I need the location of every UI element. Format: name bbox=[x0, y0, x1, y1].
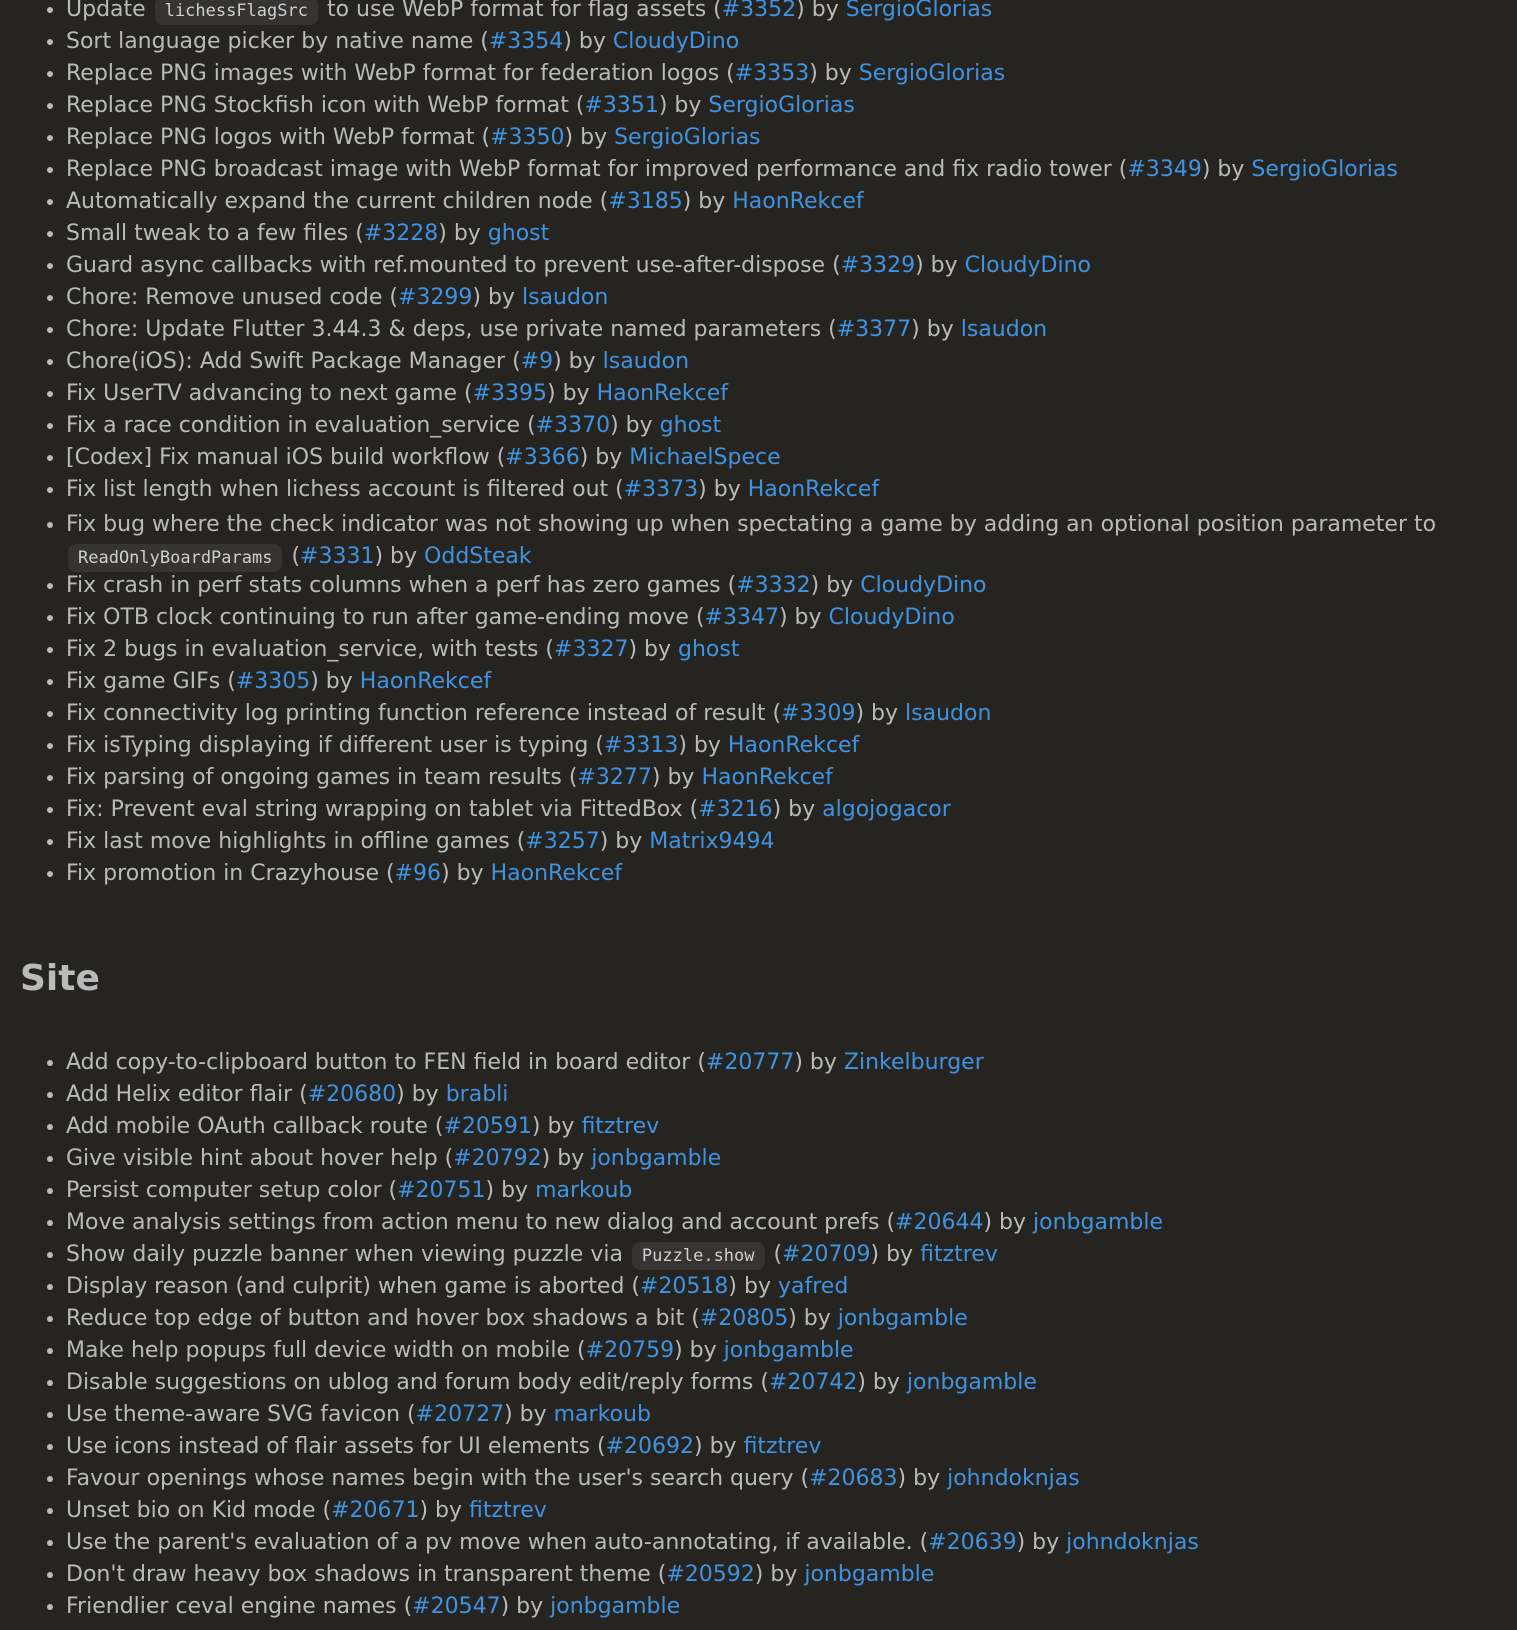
item-text bbox=[66, 1530, 1199, 1555]
item-text bbox=[66, 221, 549, 246]
item-description: Fix isTyping displaying if different user is typing ( bbox=[66, 733, 604, 758]
pull-request-link[interactable]: #3228 bbox=[363, 221, 439, 246]
item-description: Don't draw heavy box shadows in transparent theme ( bbox=[66, 1562, 667, 1587]
pull-request-link[interactable]: #20709 bbox=[782, 1242, 871, 1267]
by-separator: ) by bbox=[796, 0, 846, 22]
list-item bbox=[66, 1242, 1517, 1274]
by-separator: ) by bbox=[870, 1242, 921, 1267]
by-separator: ) by bbox=[579, 445, 630, 470]
item-description: Make help popups full device width on mobile ( bbox=[66, 1338, 586, 1363]
item-text bbox=[66, 765, 833, 790]
item-text bbox=[66, 125, 761, 150]
author-link[interactable]: SergioGlorias bbox=[1251, 157, 1398, 182]
by-separator: ) by bbox=[564, 125, 615, 150]
item-text bbox=[66, 445, 781, 470]
by-separator: ) by bbox=[911, 317, 961, 342]
list-item bbox=[66, 861, 1517, 893]
author-link[interactable]: fitztrev bbox=[581, 1114, 660, 1139]
item-text bbox=[66, 61, 1005, 86]
author-link[interactable]: SergioGlorias bbox=[858, 61, 1006, 86]
author-link[interactable]: jonbgamble bbox=[1033, 1210, 1163, 1235]
list-item bbox=[66, 1082, 1517, 1114]
author-link[interactable]: lsaudon bbox=[960, 317, 1048, 342]
author-link[interactable]: OddSteak bbox=[424, 544, 532, 569]
author-link[interactable]: fitztrev bbox=[743, 1434, 822, 1459]
item-description: Reduce top edge of button and hover box shadows a bit ( bbox=[66, 1306, 700, 1331]
pull-request-link[interactable]: #3351 bbox=[584, 93, 659, 118]
item-text bbox=[66, 285, 608, 310]
item-text bbox=[66, 317, 1047, 342]
item-text bbox=[66, 1498, 547, 1523]
pull-request-link[interactable]: #20805 bbox=[699, 1306, 789, 1331]
list-item bbox=[66, 317, 1517, 349]
list-item bbox=[66, 413, 1517, 445]
author-link[interactable]: CloudyDino bbox=[612, 29, 740, 54]
item-text bbox=[66, 829, 775, 854]
item-description: Update bbox=[66, 0, 153, 22]
item-text bbox=[66, 1466, 1080, 1491]
list-item bbox=[66, 1114, 1517, 1146]
pull-request-link[interactable]: #3185 bbox=[608, 189, 683, 214]
list-item bbox=[66, 605, 1517, 637]
item-description: Disable suggestions on ublog and forum body edit/reply forms ( bbox=[66, 1370, 769, 1395]
list-item bbox=[66, 29, 1517, 61]
list-item bbox=[66, 285, 1517, 317]
item-description: Add copy-to-clipboard button to FEN field in board editor ( bbox=[66, 1050, 706, 1075]
inline-code: Puzzle.show bbox=[632, 1242, 765, 1270]
item-description: Replace PNG broadcast image with WebP format for improved performance and fix radio tower ( bbox=[66, 157, 1128, 182]
item-text bbox=[66, 189, 864, 214]
by-separator: ) by bbox=[441, 861, 491, 886]
pull-request-link[interactable]: #3353 bbox=[734, 61, 810, 86]
list-item bbox=[66, 221, 1517, 253]
pull-request-link[interactable]: #3354 bbox=[488, 29, 564, 54]
by-separator: ) by bbox=[531, 1114, 582, 1139]
pull-request-link[interactable]: #3366 bbox=[505, 445, 580, 470]
item-text bbox=[66, 1306, 968, 1331]
item-text bbox=[66, 1146, 721, 1171]
item-description: Fix bug where the check indicator was not showing up when spectating a game by adding an optional position parameter to bbox=[66, 512, 1437, 537]
pull-request-link[interactable]: #3377 bbox=[836, 317, 912, 342]
pull-request-link[interactable]: #20639 bbox=[928, 1530, 1017, 1555]
list-item bbox=[66, 1146, 1517, 1178]
author-link[interactable]: MichaelSpece bbox=[629, 445, 781, 470]
by-separator: ) by bbox=[855, 701, 906, 726]
item-text bbox=[66, 253, 1091, 278]
pull-request-link[interactable]: #3277 bbox=[577, 765, 652, 790]
list-item bbox=[66, 1594, 1517, 1626]
item-description: Chore: Remove unused code ( bbox=[66, 285, 398, 310]
item-text bbox=[66, 733, 859, 758]
author-link[interactable]: jonbgamble bbox=[837, 1306, 968, 1331]
item-text bbox=[66, 605, 955, 630]
item-description: to use WebP format for flag assets ( bbox=[319, 0, 722, 22]
by-separator: ) by bbox=[419, 1498, 470, 1523]
by-separator: ) by bbox=[983, 1210, 1034, 1235]
item-description: Show daily puzzle banner when viewing puzzle via bbox=[66, 1242, 630, 1267]
author-link[interactable]: Zinkelburger bbox=[843, 1050, 984, 1075]
item-description: ( bbox=[284, 544, 301, 569]
pull-request-link[interactable]: #20683 bbox=[809, 1466, 898, 1491]
item-description: Fix crash in perf stats columns when a perf has zero games ( bbox=[66, 573, 737, 598]
author-link[interactable]: lsaudon bbox=[521, 285, 609, 310]
item-text bbox=[66, 381, 728, 406]
list-item bbox=[66, 349, 1517, 381]
item-text bbox=[66, 573, 987, 598]
author-link[interactable]: jonbgamble bbox=[804, 1562, 935, 1587]
pull-request-link[interactable]: #3332 bbox=[736, 573, 811, 598]
item-description: Use the parent's evaluation of a pv move when auto-annotating, if available. ( bbox=[66, 1530, 929, 1555]
item-text bbox=[66, 1050, 984, 1075]
pull-request-link[interactable]: #3299 bbox=[397, 285, 473, 310]
item-description: Fix parsing of ongoing games in team results ( bbox=[66, 765, 578, 790]
by-separator: ) by bbox=[754, 1562, 805, 1587]
author-link[interactable]: johndoknjas bbox=[947, 1466, 1080, 1491]
item-description: Unset bio on Kid mode ( bbox=[66, 1498, 332, 1523]
pull-request-link[interactable]: #20644 bbox=[895, 1210, 984, 1235]
by-separator: ) by bbox=[772, 797, 823, 822]
author-link[interactable]: HaonRekcef bbox=[490, 861, 623, 886]
pull-request-link[interactable]: #20742 bbox=[768, 1370, 858, 1395]
item-description: Fix UserTV advancing to next game ( bbox=[66, 381, 473, 406]
list-item bbox=[66, 1210, 1517, 1242]
by-separator: ) by bbox=[728, 1274, 778, 1299]
author-link[interactable]: fitztrev bbox=[469, 1498, 547, 1523]
item-description: Fix a race condition in evaluation_service ( bbox=[66, 413, 536, 438]
item-description: Use icons instead of flair assets for UI elements ( bbox=[66, 1434, 606, 1459]
author-link[interactable]: johndoknjas bbox=[1066, 1530, 1199, 1555]
by-separator: ) by bbox=[794, 1050, 844, 1075]
item-text bbox=[66, 637, 739, 662]
pull-request-link[interactable]: #3305 bbox=[235, 669, 311, 694]
list-item bbox=[66, 1466, 1517, 1498]
item-description: Use theme-aware SVG favicon ( bbox=[66, 1402, 416, 1427]
list-item bbox=[66, 797, 1517, 829]
author-link[interactable]: HaonRekcef bbox=[596, 381, 728, 406]
by-separator: ) by bbox=[698, 477, 748, 502]
list-item bbox=[66, 1274, 1517, 1306]
pull-request-link[interactable]: #20777 bbox=[705, 1050, 795, 1075]
author-link[interactable]: CloudyDino bbox=[860, 573, 987, 598]
item-text bbox=[66, 1082, 508, 1107]
item-description: Move analysis settings from action menu to new dialog and account prefs ( bbox=[66, 1210, 896, 1235]
list-item bbox=[66, 1338, 1517, 1370]
item-text bbox=[66, 1178, 632, 1203]
pull-request-link[interactable]: #20547 bbox=[412, 1594, 501, 1619]
item-text bbox=[66, 1210, 1163, 1235]
by-separator: ) by bbox=[610, 413, 660, 438]
pull-request-link[interactable]: #20592 bbox=[666, 1562, 755, 1587]
item-description: Replace PNG logos with WebP format ( bbox=[66, 125, 491, 150]
pull-request-link[interactable]: #3370 bbox=[535, 413, 611, 438]
author-link[interactable]: HaonRekcef bbox=[701, 765, 833, 790]
by-separator: ) by bbox=[485, 1178, 536, 1203]
item-description: Chore: Update Flutter 3.44.3 & deps, use private named parameters ( bbox=[66, 317, 837, 342]
list-item bbox=[66, 829, 1517, 861]
by-separator: ) by bbox=[1201, 157, 1252, 182]
item-text bbox=[66, 1242, 998, 1267]
pull-request-link[interactable]: #20751 bbox=[397, 1178, 486, 1203]
by-separator: ) by bbox=[628, 637, 678, 662]
author-link[interactable]: jonbgamble bbox=[906, 1370, 1037, 1395]
author-link[interactable]: brabli bbox=[445, 1082, 509, 1107]
by-separator: ) by bbox=[310, 669, 360, 694]
inline-code: ReadOnlyBoardParams bbox=[68, 544, 282, 572]
by-separator: ) by bbox=[897, 1466, 948, 1491]
pull-request-link[interactable]: #3309 bbox=[781, 701, 856, 726]
list-item bbox=[66, 1530, 1517, 1562]
item-description: Add Helix editor flair ( bbox=[66, 1082, 308, 1107]
pull-request-link[interactable]: #20727 bbox=[415, 1402, 505, 1427]
mobile-changes-list bbox=[20, 0, 1517, 893]
item-description: Fix last move highlights in offline games ( bbox=[66, 829, 526, 854]
list-item bbox=[66, 189, 1517, 221]
list-item bbox=[66, 93, 1517, 125]
by-separator: ) by bbox=[915, 253, 965, 278]
item-description: Fix list length when lichess account is filtered out ( bbox=[66, 477, 624, 502]
by-separator: ) by bbox=[810, 573, 861, 598]
author-link[interactable]: HaonRekcef bbox=[727, 733, 860, 758]
list-item bbox=[66, 1370, 1517, 1402]
item-description: Give visible hint about hover help ( bbox=[66, 1146, 454, 1171]
author-link[interactable]: HaonRekcef bbox=[747, 477, 880, 502]
pull-request-link[interactable]: #3395 bbox=[472, 381, 548, 406]
list-item bbox=[66, 477, 1517, 509]
item-description: Fix connectivity log printing function reference instead of result ( bbox=[66, 701, 782, 726]
list-item bbox=[66, 445, 1517, 477]
pull-request-link[interactable]: #20759 bbox=[585, 1338, 675, 1363]
by-separator: ) by bbox=[374, 544, 425, 569]
author-link[interactable]: jonbgamble bbox=[591, 1146, 722, 1171]
pull-request-link[interactable]: #20518 bbox=[640, 1274, 729, 1299]
author-link[interactable]: CloudyDino bbox=[828, 605, 955, 630]
author-link[interactable]: Matrix9494 bbox=[649, 829, 775, 854]
author-link[interactable]: fitztrev bbox=[920, 1242, 998, 1267]
author-link[interactable]: HaonRekcef bbox=[732, 189, 864, 214]
author-link[interactable]: SergioGlorias bbox=[708, 93, 855, 118]
item-description: Fix: Prevent eval string wrapping on tablet via FittedBox ( bbox=[66, 797, 699, 822]
pull-request-link[interactable]: #3349 bbox=[1127, 157, 1202, 182]
by-separator: ) by bbox=[396, 1082, 446, 1107]
item-text bbox=[66, 1594, 680, 1619]
list-item bbox=[66, 1434, 1517, 1466]
pull-request-link[interactable]: #3329 bbox=[840, 253, 916, 278]
by-separator: ) by bbox=[504, 1402, 554, 1427]
item-description: Small tweak to a few files ( bbox=[66, 221, 364, 246]
pull-request-link[interactable]: #3350 bbox=[490, 125, 565, 150]
author-link[interactable]: yafred bbox=[777, 1274, 849, 1299]
item-text bbox=[66, 29, 739, 54]
list-item bbox=[66, 1050, 1517, 1082]
author-link[interactable]: lsaudon bbox=[602, 349, 690, 374]
pull-request-link[interactable]: #3352 bbox=[721, 0, 797, 22]
item-text bbox=[66, 701, 991, 726]
author-link[interactable]: SergioGlorias bbox=[614, 125, 761, 150]
by-separator: ) by bbox=[500, 1594, 551, 1619]
pull-request-link[interactable]: #9 bbox=[520, 349, 554, 374]
by-separator: ) by bbox=[678, 733, 728, 758]
pull-request-link[interactable]: #20671 bbox=[331, 1498, 420, 1523]
list-item bbox=[66, 637, 1517, 669]
item-text bbox=[66, 1562, 934, 1587]
author-link[interactable]: SergioGlorias bbox=[845, 0, 993, 22]
author-link[interactable]: jonbgamble bbox=[723, 1338, 854, 1363]
item-description: Guard async callbacks with ref.mounted to prevent use-after-dispose ( bbox=[66, 253, 841, 278]
author-link[interactable]: ghost bbox=[487, 221, 550, 246]
list-item bbox=[66, 669, 1517, 701]
author-link[interactable]: algojogacor bbox=[822, 797, 951, 822]
item-text bbox=[66, 93, 855, 118]
author-link[interactable]: lsaudon bbox=[905, 701, 992, 726]
item-description: Persist computer setup color ( bbox=[66, 1178, 398, 1203]
item-description: Fix 2 bugs in evaluation_service, with tests ( bbox=[66, 637, 555, 662]
list-item bbox=[66, 765, 1517, 797]
list-item bbox=[66, 1402, 1517, 1434]
pull-request-link[interactable]: #3313 bbox=[603, 733, 679, 758]
by-separator: ) by bbox=[438, 221, 488, 246]
by-separator: ) by bbox=[694, 1434, 744, 1459]
item-description: Fix promotion in Crazyhouse ( bbox=[66, 861, 395, 886]
list-item bbox=[66, 733, 1517, 765]
site-changes-list bbox=[20, 1050, 1517, 1626]
pull-request-link[interactable]: #20792 bbox=[453, 1146, 542, 1171]
list-item bbox=[66, 157, 1517, 189]
author-link[interactable]: markoub bbox=[553, 1402, 651, 1427]
by-separator: ) by bbox=[857, 1370, 907, 1395]
pull-request-link[interactable]: #20692 bbox=[605, 1434, 694, 1459]
list-item bbox=[66, 573, 1517, 605]
item-text bbox=[66, 1338, 854, 1363]
by-separator: ) by bbox=[651, 765, 702, 790]
item-description: [Codex] Fix manual iOS build workflow ( bbox=[66, 445, 506, 470]
pull-request-link[interactable]: #3347 bbox=[704, 605, 779, 630]
by-separator: ) by bbox=[563, 29, 613, 54]
by-separator: ) by bbox=[682, 189, 733, 214]
by-separator: ) by bbox=[778, 605, 829, 630]
item-text bbox=[66, 1402, 651, 1427]
list-item bbox=[66, 701, 1517, 733]
item-description: Chore(iOS): Add Swift Package Manager ( bbox=[66, 349, 521, 374]
pull-request-link[interactable]: #3373 bbox=[623, 477, 699, 502]
item-description: Replace PNG Stockfish icon with WebP format ( bbox=[66, 93, 585, 118]
list-item bbox=[66, 1562, 1517, 1594]
list-item bbox=[66, 125, 1517, 157]
item-description: Replace PNG images with WebP format for federation logos ( bbox=[66, 61, 735, 86]
pull-request-link[interactable]: #20591 bbox=[443, 1114, 532, 1139]
item-description: Sort language picker by native name ( bbox=[66, 29, 489, 54]
by-separator: ) by bbox=[1016, 1530, 1067, 1555]
item-text bbox=[66, 797, 951, 822]
item-description: Add mobile OAuth callback route ( bbox=[66, 1114, 444, 1139]
pull-request-link[interactable]: #3216 bbox=[698, 797, 773, 822]
item-description: Automatically expand the current children node ( bbox=[66, 189, 609, 214]
pull-request-link[interactable]: #96 bbox=[394, 861, 442, 886]
item-text bbox=[66, 861, 622, 886]
by-separator: ) by bbox=[541, 1146, 592, 1171]
pull-request-link[interactable]: #3331 bbox=[300, 544, 375, 569]
list-item bbox=[66, 1498, 1517, 1530]
item-description: ( bbox=[766, 1242, 783, 1267]
item-text bbox=[66, 669, 491, 694]
item-text bbox=[66, 413, 721, 438]
pull-request-link[interactable]: #3327 bbox=[554, 637, 629, 662]
by-separator: ) by bbox=[658, 93, 709, 118]
list-item bbox=[66, 0, 1517, 29]
author-link[interactable]: ghost bbox=[678, 637, 740, 662]
by-separator: ) by bbox=[599, 829, 650, 854]
list-item bbox=[66, 61, 1517, 93]
by-separator: ) by bbox=[674, 1338, 724, 1363]
by-separator: ) by bbox=[809, 61, 859, 86]
item-text bbox=[66, 349, 689, 374]
item-text bbox=[66, 512, 1436, 569]
author-link[interactable]: ghost bbox=[659, 413, 722, 438]
by-separator: ) by bbox=[547, 381, 597, 406]
author-link[interactable]: markoub bbox=[535, 1178, 633, 1203]
item-text bbox=[66, 1114, 659, 1139]
item-text bbox=[66, 1274, 848, 1299]
by-separator: ) by bbox=[472, 285, 522, 310]
item-text bbox=[66, 1434, 821, 1459]
item-text bbox=[66, 157, 1398, 182]
item-description: Favour openings whose names begin with the user's search query ( bbox=[66, 1466, 810, 1491]
item-text bbox=[66, 1370, 1037, 1395]
by-separator: ) by bbox=[553, 349, 603, 374]
list-item bbox=[66, 253, 1517, 285]
author-link[interactable]: jonbgamble bbox=[550, 1594, 681, 1619]
list-item bbox=[66, 1306, 1517, 1338]
item-description: Fix game GIFs ( bbox=[66, 669, 236, 694]
item-description: Friendlier ceval engine names ( bbox=[66, 1594, 413, 1619]
section-heading-site: Site bbox=[20, 958, 100, 999]
item-description: Display reason (and culprit) when game is aborted ( bbox=[66, 1274, 640, 1299]
item-text bbox=[66, 0, 992, 22]
author-link[interactable]: HaonRekcef bbox=[359, 669, 492, 694]
inline-code: lichessFlagSrc bbox=[155, 0, 318, 25]
list-item bbox=[66, 509, 1517, 573]
by-separator: ) by bbox=[788, 1306, 838, 1331]
pull-request-link[interactable]: #3257 bbox=[525, 829, 600, 854]
pull-request-link[interactable]: #20680 bbox=[307, 1082, 397, 1107]
item-description: Fix OTB clock continuing to run after game-ending move ( bbox=[66, 605, 705, 630]
list-item bbox=[66, 381, 1517, 413]
item-text bbox=[66, 477, 879, 502]
list-item bbox=[66, 1178, 1517, 1210]
author-link[interactable]: CloudyDino bbox=[964, 253, 1091, 278]
